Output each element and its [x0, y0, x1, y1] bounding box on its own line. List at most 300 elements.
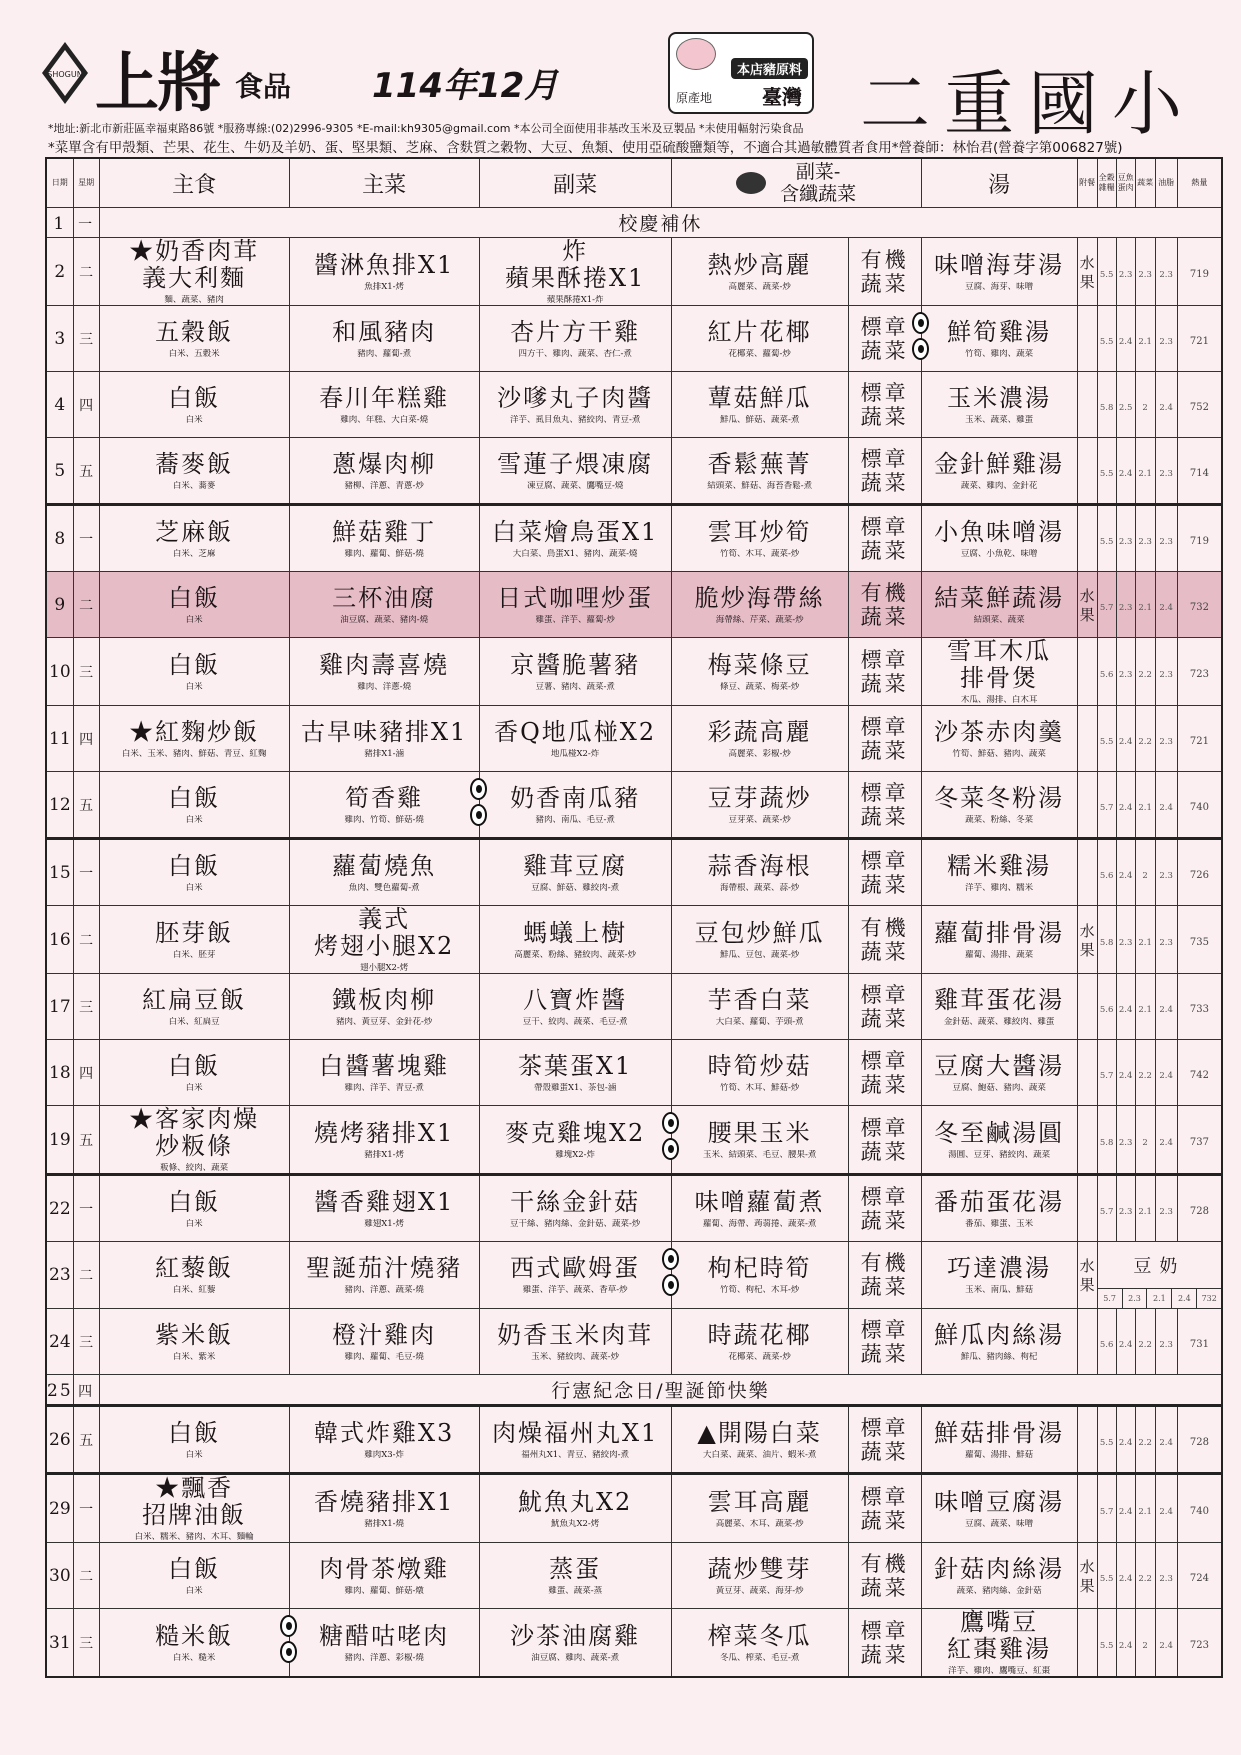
- menu-header: [0, 0, 1241, 157]
- date: 30: [49, 1565, 71, 1586]
- side2-ingredients: 蘿蔔、海帶、蒟蒻捲、蔬菜-煮: [702, 1218, 817, 1229]
- extra-cell: [1077, 1609, 1097, 1678]
- grain-value: 5.5: [1099, 469, 1114, 479]
- side2-cell: [671, 1474, 848, 1543]
- grain-cell: [1097, 1106, 1116, 1175]
- vegetable-cell: [1135, 839, 1155, 906]
- oil-value: 2.3: [1159, 871, 1173, 881]
- grain-value: 5.7: [1099, 1207, 1114, 1217]
- main-dish: 鐵板肉柳: [332, 985, 437, 1014]
- soup-ingredients: 蔬菜、雞肉、金針花: [960, 480, 1038, 491]
- main-ingredients: 魚排X1-烤: [364, 281, 405, 292]
- main-ingredients: 豬柳、洋蔥、青蔥-炒: [344, 480, 424, 491]
- extra-cell: [1077, 1309, 1097, 1375]
- school-name: 二重國小: [860, 63, 1196, 145]
- weekday-cell: [73, 772, 99, 839]
- side-dish: 炸 蘋果酥捲X1: [504, 237, 646, 292]
- main-ingredients: 雞肉、蘿蔔、毛豆-燒: [344, 1351, 424, 1362]
- vegetable-type-cell: [848, 706, 921, 772]
- oil-cell: [1155, 638, 1177, 706]
- oil-cell: [1155, 839, 1177, 906]
- main-dish: 雞肉壽喜燒: [319, 650, 450, 679]
- staple-cell: [99, 974, 289, 1040]
- staple-dish: ★奶香肉茸 義大利麵: [129, 237, 260, 292]
- main-dish: 三杯油腐: [332, 583, 437, 612]
- staple-ingredients: 白米、紫米: [172, 1351, 216, 1362]
- soup-dish: 鮮筍雞湯: [947, 317, 1052, 346]
- vegetable-cell: [1135, 1609, 1155, 1678]
- nutrition-cell: [1097, 1242, 1222, 1309]
- vegetable-value: 2.2: [1138, 1438, 1152, 1448]
- staple-cell: [99, 1406, 289, 1474]
- side-dish: 雪蓮子煨凍腐: [497, 449, 654, 478]
- date-cell: [46, 638, 73, 706]
- oil-value: 2.3: [1159, 938, 1173, 948]
- soup-dish: 結菜鮮蔬湯: [934, 583, 1065, 612]
- side2-cell: [671, 906, 848, 974]
- soup-ingredients: 豆腐、小魚乾、味噌: [960, 548, 1038, 559]
- oil-value: 2.4: [1159, 1005, 1173, 1015]
- side-ingredients: 豆腐、鮮菇、雞絞肉-煮: [531, 882, 620, 893]
- side-ingredients: 高麗菜、粉絲、豬絞肉、蔬菜-炒: [514, 949, 637, 960]
- vegetable-value: 2.2: [1138, 1340, 1152, 1350]
- holiday-label: 校慶補休: [618, 213, 703, 235]
- vegetable-value: 2: [1142, 871, 1148, 881]
- oil-value: 2.3: [1159, 337, 1173, 347]
- main-cell: [289, 238, 479, 306]
- soup-cell: [921, 1406, 1077, 1474]
- vegetable-type: 標章 蔬菜: [860, 848, 909, 897]
- kcal-cell: [1177, 906, 1222, 974]
- weekday-cell: [73, 706, 99, 772]
- weekday: 二: [79, 264, 94, 281]
- nutrition-value: 732: [1196, 1289, 1221, 1308]
- date-cell: [46, 1406, 73, 1474]
- side-ingredients: 豆干、絞肉、蔬菜、毛豆-煮: [522, 1016, 628, 1027]
- menu-row: [46, 1242, 1222, 1309]
- staple-ingredients: 白米: [185, 614, 203, 625]
- oil-cell: [1155, 372, 1177, 438]
- vegetable-value: 2: [1142, 403, 1148, 413]
- side2-ingredients: 鮮瓜、鮮菇、蔬菜-煮: [719, 414, 800, 425]
- staple-cell: [99, 906, 289, 974]
- grain-cell: [1097, 572, 1116, 638]
- side-ingredients: 地瓜椪X2-炸: [550, 748, 600, 759]
- soup-cell: [921, 1106, 1077, 1175]
- vegetable-value: 2: [1142, 1138, 1148, 1148]
- vegetable-type-cell: [848, 1474, 921, 1543]
- main-ingredients: 雞肉、蘿蔔、鮮菇-燒: [344, 548, 424, 559]
- side-cell: [479, 505, 671, 572]
- staple-cell: [99, 372, 289, 438]
- staple-ingredients: 白米: [185, 1585, 203, 1596]
- date: 9: [54, 594, 66, 615]
- vegetable-value: 2.3: [1138, 537, 1152, 547]
- soup-ingredients: 玉米、南瓜、鮮菇: [965, 1285, 1034, 1295]
- pig-icon: [676, 38, 716, 70]
- side2-cell: [671, 839, 848, 906]
- side2-cell: [671, 1406, 848, 1474]
- weekday-cell: [73, 974, 99, 1040]
- shogun-logo-icon: [42, 42, 88, 104]
- menu-row: [46, 1375, 1222, 1406]
- weekday: 三: [79, 1334, 94, 1351]
- holiday-cell: [99, 1375, 1222, 1406]
- date-cell: [46, 1609, 73, 1678]
- main-cell: [289, 1242, 479, 1309]
- soup-ingredients: 洋芋、雞肉、鷹嘴豆、紅棗: [948, 1666, 1051, 1676]
- staple-dish: 白飯: [168, 650, 221, 679]
- badge-title: 本店豬原料: [731, 58, 808, 79]
- col-date: 日期: [46, 158, 73, 208]
- oil-value: 2.3: [1159, 537, 1173, 547]
- oil-value: 2.3: [1159, 1207, 1173, 1217]
- date: 17: [49, 996, 71, 1017]
- weekday-cell: [73, 638, 99, 706]
- side-cell: [479, 1474, 671, 1543]
- oil-cell: [1155, 1543, 1177, 1609]
- staple-ingredients: 白米、芝麻: [172, 548, 216, 559]
- soup-cell: [921, 1543, 1077, 1609]
- vegetable-cell: [1135, 306, 1155, 372]
- soup-dish: 玉米濃湯: [947, 383, 1052, 412]
- protein-cell: [1116, 438, 1135, 505]
- main-ingredients: 豬排X1-烤: [364, 1149, 405, 1160]
- extra-cell: [1077, 1242, 1097, 1309]
- kcal-cell: [1177, 638, 1222, 706]
- soup-cell: [921, 1175, 1077, 1242]
- grain-cell: [1097, 1609, 1116, 1678]
- main-dish: 韓式炸雞X3: [313, 1418, 455, 1447]
- protein-value: 2.3: [1118, 537, 1133, 547]
- kcal-value: 742: [1189, 1070, 1209, 1081]
- menu-row: [46, 208, 1222, 238]
- col-vegetable: 蔬菜: [1135, 158, 1155, 208]
- side-dish: 香Q地瓜椪X2: [494, 717, 657, 746]
- main-ingredients: 豬排X1-滷: [364, 748, 405, 759]
- kcal-value: 726: [1189, 870, 1209, 881]
- menu-row: [46, 974, 1222, 1040]
- oil-cell: [1155, 1406, 1177, 1474]
- kcal-value: 721: [1189, 336, 1209, 347]
- kcal-value: 728: [1189, 1206, 1209, 1217]
- extra-cell: [1077, 572, 1097, 638]
- side-dish: 日式咖哩炒蛋: [497, 583, 654, 612]
- weekday: 一: [79, 1201, 94, 1218]
- grain-cell: [1097, 1474, 1116, 1543]
- col-side2-label: 副菜- 含纖蔬菜: [780, 161, 857, 205]
- date: 3: [54, 328, 66, 349]
- main-cell: [289, 372, 479, 438]
- weekday: 一: [79, 865, 94, 882]
- vegetable-type: 標章 蔬菜: [860, 514, 909, 563]
- weekday: 二: [79, 597, 94, 614]
- weekday: 一: [79, 1501, 94, 1518]
- vegetable-cell: [1135, 505, 1155, 572]
- side-cell: [479, 906, 671, 974]
- side-dish: 西式歐姆蛋: [510, 1254, 641, 1282]
- kcal-cell: [1177, 1040, 1222, 1106]
- vegetable-type-cell: [848, 638, 921, 706]
- vegetable-type-cell: [848, 1040, 921, 1106]
- side-dish: 螞蟻上樹: [523, 918, 628, 947]
- vegetable-cell: [1135, 438, 1155, 505]
- side-cell: [479, 772, 671, 839]
- main-ingredients: 魚肉、雙色蘿蔔-煮: [348, 882, 420, 893]
- side2-cell: [671, 772, 848, 839]
- side-cell: [479, 1040, 671, 1106]
- oil-cell: [1155, 906, 1177, 974]
- grain-cell: [1097, 306, 1116, 372]
- vegetable-type: 標章 蔬菜: [860, 982, 909, 1031]
- side-ingredients: 豆干絲、豬肉絲、金針菇、蔬菜-炒: [509, 1218, 641, 1229]
- date: 4: [54, 394, 66, 415]
- kcal-value: 719: [1189, 536, 1209, 547]
- menu-month: 114年12月: [372, 66, 559, 106]
- weekday-cell: [73, 839, 99, 906]
- side-ingredients: 玉米、豬絞肉、蔬菜-炒: [531, 1351, 620, 1362]
- side2-dish: 雲耳炒筍: [707, 517, 812, 546]
- menu-row: [46, 438, 1222, 505]
- date-cell: [46, 238, 73, 306]
- side2-cell: [671, 638, 848, 706]
- protein-cell: [1116, 906, 1135, 974]
- vegetable-cell: [1135, 1175, 1155, 1242]
- side-ingredients: 魷魚丸X2-烤: [550, 1518, 600, 1529]
- side-ingredients: 雞蛋、蔬菜-蒸: [548, 1585, 603, 1596]
- main-cell: [289, 438, 479, 505]
- weekday-cell: [73, 438, 99, 505]
- menu-row: [46, 1106, 1222, 1175]
- menu-row: [46, 1609, 1222, 1678]
- menu-row: [46, 706, 1222, 772]
- protein-value: 2.3: [1118, 1207, 1133, 1217]
- main-dish: 和風豬肉: [332, 317, 437, 346]
- side-cell: [479, 572, 671, 638]
- side2-ingredients: 花椰菜、蔬菜-炒: [728, 1351, 791, 1362]
- protein-cell: [1116, 1474, 1135, 1543]
- vegetable-value: 2.1: [1138, 469, 1152, 479]
- oil-value: 2.4: [1159, 1438, 1173, 1448]
- protein-cell: [1116, 505, 1135, 572]
- weekday: 三: [79, 1635, 94, 1652]
- weekday: 一: [78, 216, 95, 233]
- brand-name: 上將: [95, 47, 219, 121]
- soup-cell: [921, 1309, 1077, 1375]
- protein-value: 2.3: [1118, 938, 1133, 948]
- protein-value: 2.4: [1118, 803, 1133, 813]
- side-dish: 八寶炸醬: [523, 985, 628, 1014]
- kcal-value: 731: [1189, 1339, 1209, 1350]
- vegetable-type-cell: [848, 438, 921, 505]
- side-ingredients: 四方干、雞肉、蔬菜、杏仁-煮: [518, 348, 632, 359]
- staple-cell: [99, 1040, 289, 1106]
- grain-value: 5.5: [1099, 1574, 1114, 1584]
- side-cell: [479, 1242, 671, 1309]
- weekday-cell: [73, 372, 99, 438]
- side-cell: [479, 974, 671, 1040]
- extra-cell: [1077, 839, 1097, 906]
- soup-dish: 味噌海芽湯: [934, 250, 1065, 279]
- weekday: 一: [79, 531, 94, 548]
- main-cell: [289, 1406, 479, 1474]
- col-extra: 附餐: [1077, 158, 1097, 208]
- kcal-value: 719: [1189, 269, 1209, 280]
- vegetable-cell: [1135, 572, 1155, 638]
- grain-value: 5.7: [1099, 1507, 1114, 1517]
- weekday: 三: [79, 664, 94, 681]
- weekday-cell: [73, 1309, 99, 1375]
- soup-cell: [921, 1242, 1077, 1309]
- side2-ingredients: 高麗菜、木耳、蔬菜-炒: [715, 1518, 804, 1529]
- side2-ingredients: 大白菜、蘿蔔、芋頭-煮: [715, 1016, 804, 1027]
- side-cell: [479, 1543, 671, 1609]
- main-cell: [289, 706, 479, 772]
- company-info: *地址:新北市新莊區幸福東路86號 *服務專線:(02)2996-9305 *E-mail:kh9305@gmail.com *本公司全面使用非基改玉米及豆製品 *未使用輻射污染食品: [48, 122, 804, 135]
- soup-cell: [921, 772, 1077, 839]
- protein-cell: [1116, 638, 1135, 706]
- weekday-cell: [73, 238, 99, 306]
- date: 11: [49, 728, 71, 749]
- staple-dish: 紫米飯: [155, 1320, 234, 1349]
- vegetable-value: 2.3: [1138, 270, 1152, 280]
- holiday-cell: [99, 208, 1222, 238]
- vegetable-value: 2.1: [1138, 938, 1152, 948]
- staple-dish: 芝麻飯: [155, 517, 234, 546]
- protein-cell: [1116, 1309, 1135, 1375]
- protein-cell: [1116, 772, 1135, 839]
- side-dish: 京醬脆薯豬: [510, 650, 641, 679]
- side-dish: 蒸蛋: [549, 1554, 602, 1583]
- side-dish: 奶香南瓜豬: [510, 783, 641, 812]
- nutrition-value: 2.3: [1122, 1289, 1147, 1308]
- grain-cell: [1097, 1406, 1116, 1474]
- side-ingredients: 帶殼雞蛋X1、茶包-滷: [533, 1082, 617, 1093]
- vegetable-cell: [1135, 906, 1155, 974]
- vegetable-value: 2.2: [1138, 1574, 1152, 1584]
- staple-cell: [99, 438, 289, 505]
- nutrition-value: 2.4: [1171, 1289, 1196, 1308]
- staple-ingredients: 白米、糯米、豬肉、木耳、麵輪: [134, 1532, 254, 1542]
- main-dish: 春川年糕雞: [319, 383, 450, 412]
- main-cell: [289, 1106, 479, 1175]
- main-dish: 蔥爆肉柳: [332, 449, 437, 478]
- oil-cell: [1155, 772, 1177, 839]
- vegetable-type-cell: [848, 505, 921, 572]
- side2-dish: 時蔬花椰: [707, 1320, 812, 1349]
- soup-ingredients: 蔬菜、豬肉絲、金針菇: [956, 1585, 1042, 1596]
- oil-cell: [1155, 238, 1177, 306]
- side2-dish: ▲開陽白菜: [697, 1418, 822, 1447]
- protein-value: 2.4: [1118, 469, 1133, 479]
- staple-ingredients: 白米: [185, 414, 203, 425]
- extra-cell: [1077, 906, 1097, 974]
- protein-cell: [1116, 974, 1135, 1040]
- side2-dish: 梅菜條豆: [707, 650, 812, 679]
- side-ingredients: 福州丸X1、青豆、豬絞肉-煮: [521, 1449, 630, 1460]
- side2-ingredients: 海帶絲、芹菜、蔬菜-炒: [715, 614, 804, 625]
- oil-value: 2.3: [1159, 469, 1173, 479]
- kcal-cell: [1177, 1175, 1222, 1242]
- vegetable-type-cell: [848, 1543, 921, 1609]
- vegetable-type-cell: [848, 1106, 921, 1175]
- side2-cell: [671, 1309, 848, 1375]
- side2-cell: [671, 974, 848, 1040]
- oil-value: 2.4: [1159, 603, 1173, 613]
- menu-row: [46, 572, 1222, 638]
- side-cell: [479, 238, 671, 306]
- kcal-value: 752: [1189, 402, 1209, 413]
- weekday-cell: [73, 906, 99, 974]
- oil-cell: [1155, 306, 1177, 372]
- vegetable-type: 標章 蔬菜: [860, 780, 909, 829]
- staple-ingredients: 白米、五穀米: [168, 348, 220, 359]
- staple-cell: [99, 839, 289, 906]
- extra-cell: [1077, 238, 1097, 306]
- date-cell: [46, 974, 73, 1040]
- kcal-value: 724: [1189, 1573, 1209, 1584]
- grain-value: 5.8: [1099, 1138, 1114, 1148]
- vegetable-cell: [1135, 706, 1155, 772]
- main-cell: [289, 572, 479, 638]
- oil-value: 2.4: [1159, 1138, 1173, 1148]
- extra-cell: [1077, 372, 1097, 438]
- oil-cell: [1155, 1040, 1177, 1106]
- grain-value: 5.6: [1099, 871, 1114, 881]
- oil-cell: [1155, 974, 1177, 1040]
- vegetable-type: 標章 蔬菜: [860, 647, 909, 696]
- menu-row: [46, 839, 1222, 906]
- vegetable-type: 標章 蔬菜: [860, 1618, 909, 1667]
- extra-item: 水 果: [1079, 921, 1095, 959]
- date: 23: [49, 1265, 71, 1285]
- date: 18: [49, 1062, 71, 1083]
- vegetable-type-cell: [848, 1406, 921, 1474]
- kcal-cell: [1177, 1609, 1222, 1678]
- side-ingredients: 豆薯、豬肉、蔬菜-煮: [535, 681, 615, 692]
- weekday: 二: [79, 1568, 94, 1585]
- vegetable-type: 標章 蔬菜: [860, 1115, 909, 1164]
- kcal-value: 714: [1189, 468, 1209, 479]
- oil-value: 2.4: [1159, 1641, 1173, 1651]
- oil-cell: [1155, 1106, 1177, 1175]
- oil-cell: [1155, 505, 1177, 572]
- col-soup: 湯: [921, 158, 1077, 208]
- menu-row: [46, 1175, 1222, 1242]
- grain-cell: [1097, 1543, 1116, 1609]
- protein-cell: [1116, 1543, 1135, 1609]
- soup-dish: 鮮瓜肉絲湯: [934, 1320, 1065, 1349]
- date: 31: [49, 1632, 71, 1653]
- grain-value: 5.5: [1099, 737, 1114, 747]
- grain-cell: [1097, 1175, 1116, 1242]
- soup-cell: [921, 974, 1077, 1040]
- extra-cell: [1077, 1543, 1097, 1609]
- soup-dish: 鮮菇排骨湯: [934, 1418, 1065, 1447]
- weekday: 五: [79, 1132, 94, 1149]
- side2-dish: 芋香白菜: [707, 985, 812, 1014]
- soup-cell: [921, 839, 1077, 906]
- staple-ingredients: 白米、紅藜: [172, 1285, 216, 1295]
- date-cell: [46, 1375, 73, 1406]
- side2-ingredients: 海帶根、蔬菜、蒜-炒: [719, 882, 800, 893]
- googly-eyes-icon: [656, 1112, 686, 1134]
- staple-dish: ★紅麴炒飯: [129, 717, 260, 746]
- side2-ingredients: 高麗菜、蔬菜-炒: [728, 281, 791, 292]
- oil-value: 2.3: [1159, 670, 1173, 680]
- vegetable-value: 2.1: [1138, 603, 1152, 613]
- extra-item: 水 果: [1079, 1557, 1095, 1595]
